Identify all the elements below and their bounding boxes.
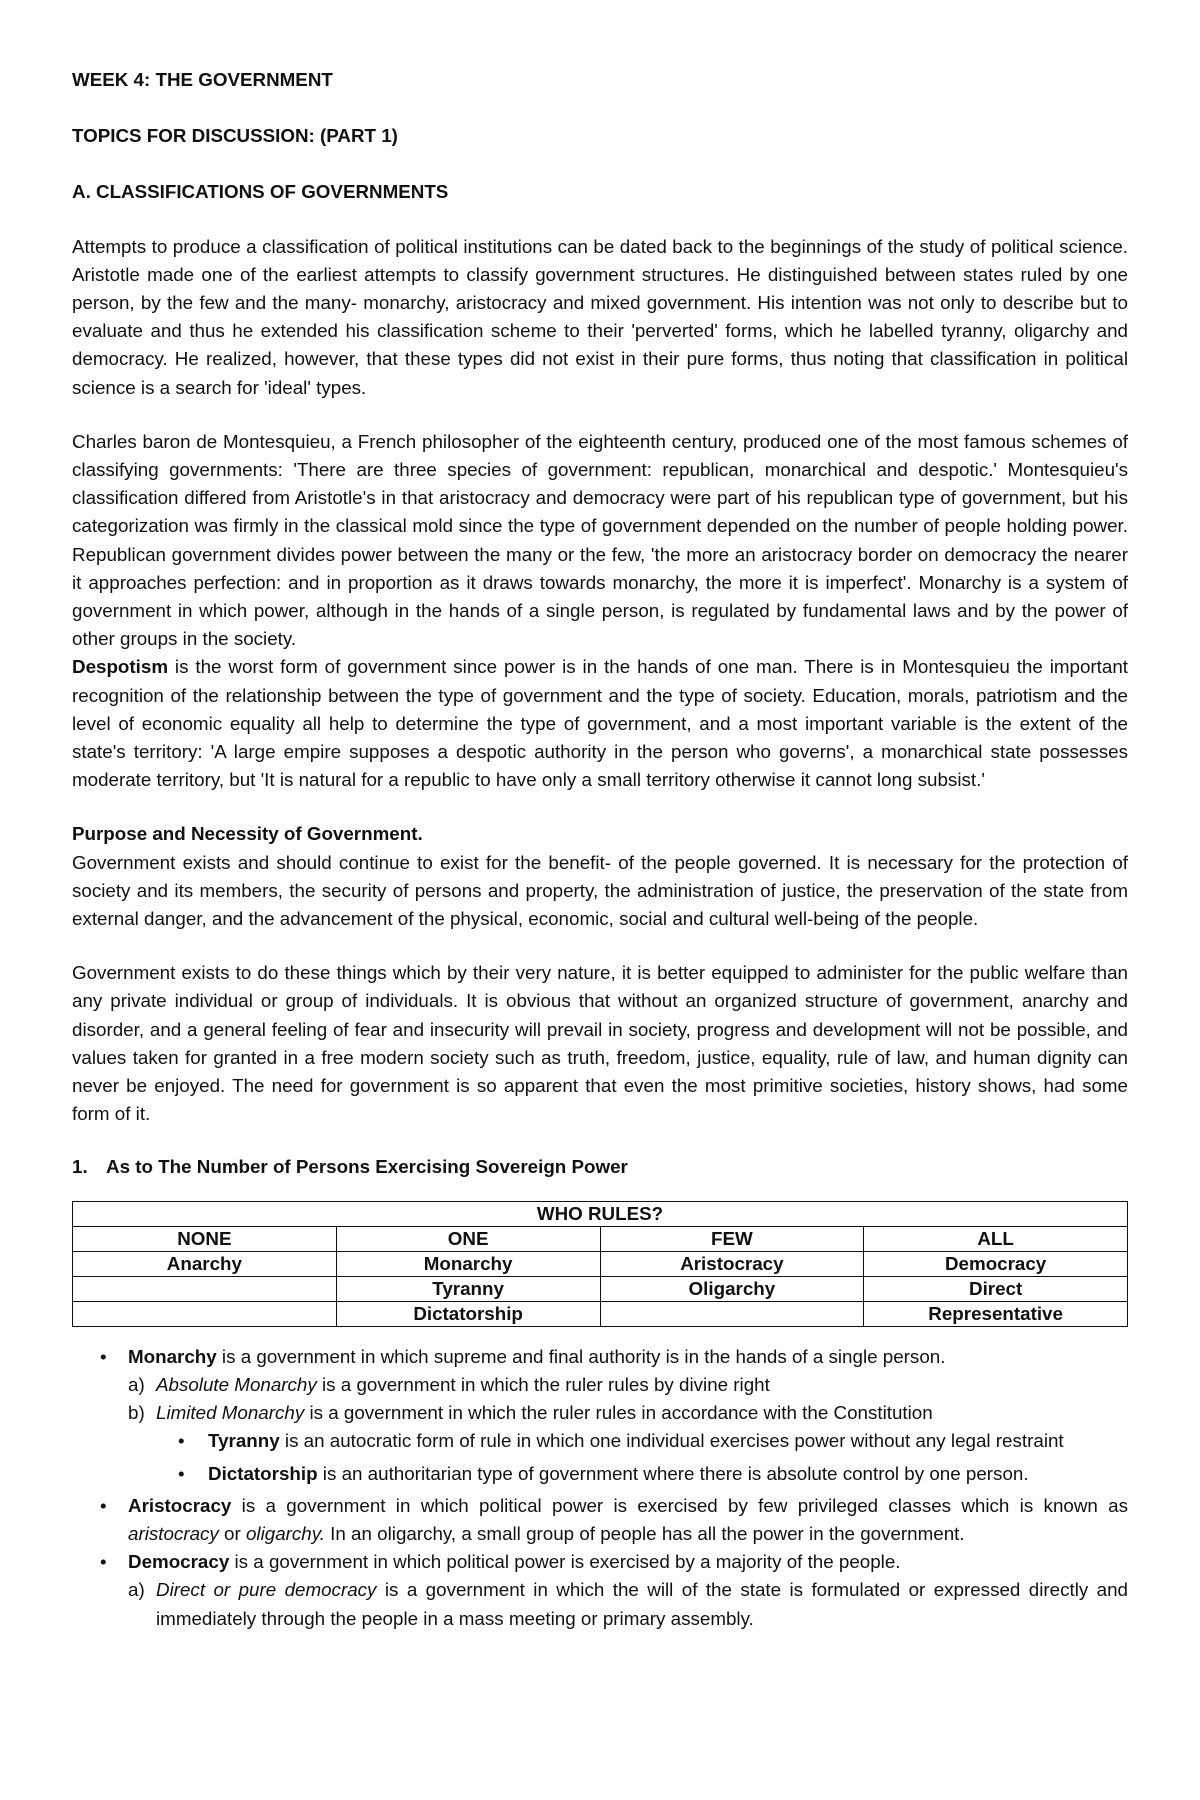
list-item-dictatorship bbox=[72, 1460, 1128, 1488]
democracy-term: Democracy bbox=[128, 1551, 230, 1573]
bullet-icon: • bbox=[178, 1462, 185, 1484]
paragraph-aristotle: Attempts to produce a classification of political institutions can be dated back to the beginnings of the study of political science. Aristotle made one of the earliest attempts to classify government structures. He distinguished between states ruled by one person, by the few and the many- monarchy, aristocracy and mixed government. His intention was not only to describe but to evaluate and thus he extended his classification scheme to their 'perverted' forms, which he labelled tyranny, oligarchy and democracy. He realized, however, that these types did not exist in their pure forms, thus noting that classification in political science is a search for 'ideal' types. bbox=[72, 235, 1128, 398]
absolute-monarchy-text: is a government in which the ruler rules by divine right bbox=[316, 1373, 770, 1395]
absolute-monarchy-term: Absolute Monarchy bbox=[156, 1373, 317, 1395]
table-title: WHO RULES? bbox=[73, 1201, 1128, 1226]
table-cell bbox=[73, 1276, 337, 1301]
table-header-cell: NONE bbox=[73, 1226, 337, 1251]
table-cell: Oligarchy bbox=[600, 1276, 864, 1301]
dictatorship-term: Dictatorship bbox=[208, 1462, 318, 1484]
who-rules-table bbox=[72, 1201, 1128, 1327]
paragraph-montesquieu-part2: is the worst form of government since power is in the hands of one man. There is in Montesquieu the important recognition of the relationship between the type of government and the type of society. Education, morals, patriotism and the level of economic equality all help to determine the type of government, and a most important variable is the extent of the state's territory: 'A large empire supposes a despotic authority in the person who governs', a monarchical state possesses moderate territory, but 'It is natural for a republic to have only a small territory otherwise it cannot long subsist.' bbox=[72, 656, 1128, 791]
bullet-icon: • bbox=[100, 1345, 107, 1367]
table-cell: Aristocracy bbox=[600, 1251, 864, 1276]
table-cell: Direct bbox=[864, 1276, 1128, 1301]
tyranny-text: is an autocratic form of rule in which one individual exercises power without any legal restraint bbox=[279, 1430, 1064, 1452]
aristocracy-or: or bbox=[218, 1522, 246, 1544]
list-item-absolute-monarchy bbox=[128, 1371, 1128, 1399]
table-header-cell: ONE bbox=[336, 1226, 600, 1251]
oligarchy-text: In an oligarchy, a small group of people has all the power in the government. bbox=[324, 1522, 965, 1544]
table-cell: Monarchy bbox=[336, 1251, 600, 1276]
table-row bbox=[73, 1251, 1128, 1276]
monarchy-sublist bbox=[72, 1427, 1128, 1487]
tyranny-term: Tyranny bbox=[208, 1430, 280, 1452]
limited-monarchy-text: is a government in which the ruler rules in accordance with the Constitution bbox=[304, 1402, 933, 1424]
despotism-term: Despotism bbox=[72, 656, 169, 678]
aristocracy-italic: aristocracy bbox=[128, 1522, 219, 1544]
monarchy-text: is a government in which supreme and final authority is in the hands of a single person. bbox=[216, 1345, 946, 1367]
oligarchy-italic: oligarchy. bbox=[245, 1522, 325, 1544]
table-header-row bbox=[73, 1226, 1128, 1251]
bullet-icon: • bbox=[100, 1551, 107, 1573]
table-cell: Representative bbox=[864, 1301, 1128, 1326]
list-letter: b) bbox=[128, 1402, 145, 1424]
section-a-title: A. CLASSIFICATIONS OF GOVERNMENTS bbox=[72, 181, 449, 203]
limited-monarchy-term: Limited Monarchy bbox=[156, 1402, 305, 1424]
government-types-list bbox=[72, 1343, 1128, 1633]
table-cell: Dictatorship bbox=[336, 1301, 600, 1326]
table-row bbox=[73, 1276, 1128, 1301]
table-row bbox=[73, 1301, 1128, 1326]
bullet-icon: • bbox=[100, 1494, 107, 1516]
monarchy-term: Monarchy bbox=[128, 1345, 217, 1367]
direct-democracy-term: Direct or pure democracy bbox=[156, 1579, 377, 1601]
list-item-direct-democracy bbox=[128, 1576, 1128, 1632]
democracy-text: is a government in which political power is exercised by a majority of the people. bbox=[229, 1551, 901, 1573]
list-item-aristocracy bbox=[72, 1492, 1128, 1548]
paragraph-purpose: Government exists and should continue to exist for the benefit- of the people governed. It is necessary for the protection of society and its members, the security of persons and property, the administration of justice, the preservation of the state from external danger, and the advancement of the physical, economic, social and cultural well-being of the people. bbox=[72, 851, 1128, 930]
table-cell: Democracy bbox=[864, 1251, 1128, 1276]
paragraph-montesquieu bbox=[72, 428, 1128, 795]
list-item-monarchy bbox=[72, 1343, 1128, 1488]
numbered-heading-text: As to The Number of Persons Exercising Sovereign Power bbox=[106, 1155, 628, 1177]
list-item-tyranny bbox=[72, 1427, 1128, 1455]
table-header-cell: ALL bbox=[864, 1226, 1128, 1251]
table-cell bbox=[600, 1301, 864, 1326]
numbered-heading-number: 1. bbox=[72, 1155, 88, 1177]
list-letter: a) bbox=[128, 1579, 145, 1601]
paragraph-montesquieu-part1: Charles baron de Montesquieu, a French philosopher of the eighteenth century, produced one of the most famous schemes of classifying governments: 'There are three species of government: republican, monarchical and despotic.' Montesquieu's classification differed from Aristotle's in that aristocracy and democracy were part of his republican type of government, but his categorization was firmly in the classical mold since the type of government depended on the number of people holding power. Republican government divides power between the many or the few, 'the more an aristocracy border on democracy the nearer it approaches perfection: and in proportion as it draws towards monarchy, the more it is imperfect'. Monarchy is a system of government in which power, although in the hands of a single person, is regulated by fundamental laws and by the power of other groups in the society. bbox=[72, 430, 1128, 650]
purpose-title: Purpose and Necessity of Government. bbox=[72, 823, 423, 845]
table-cell: Tyranny bbox=[336, 1276, 600, 1301]
paragraph-government-exists: Government exists to do these things which by their very nature, it is better equipped to administer for the public welfare than any private individual or group of individuals. It is obvious that without an organized structure of government, anarchy and disorder, and a general feeling of fear and insecurity will prevail in society, progress and development will not be possible, and values taken for granted in a free modern society such as truth, freedom, justice, equality, rule of law, and human dignity can never be enjoyed. The need for government is so apparent that even the most primitive societies, history shows, had some form of it. bbox=[72, 962, 1128, 1125]
bullet-icon: • bbox=[178, 1430, 185, 1452]
list-letter: a) bbox=[128, 1373, 145, 1395]
list-item-democracy bbox=[72, 1548, 1128, 1633]
dictatorship-text: is an authoritarian type of government where there is absolute control by one person. bbox=[317, 1462, 1029, 1484]
document-page bbox=[72, 66, 1128, 1633]
aristocracy-term: Aristocracy bbox=[128, 1494, 232, 1516]
table-cell: Anarchy bbox=[73, 1251, 337, 1276]
table-header-cell: FEW bbox=[600, 1226, 864, 1251]
table-title-row bbox=[73, 1201, 1128, 1226]
table-cell bbox=[73, 1301, 337, 1326]
numbered-heading bbox=[72, 1153, 1128, 1181]
aristocracy-text: is a government in which political power is exercised by few privileged classes which is known as bbox=[231, 1494, 1128, 1516]
week-title: WEEK 4: THE GOVERNMENT bbox=[72, 69, 333, 90]
list-item-limited-monarchy bbox=[128, 1399, 1128, 1427]
direct-democracy-text: is a government in which the will of the state is formulated or expressed directly and immediately through the people in a mass meeting or primary assembly. bbox=[156, 1579, 1129, 1629]
topics-title: TOPICS FOR DISCUSSION: (PART 1) bbox=[72, 125, 398, 147]
